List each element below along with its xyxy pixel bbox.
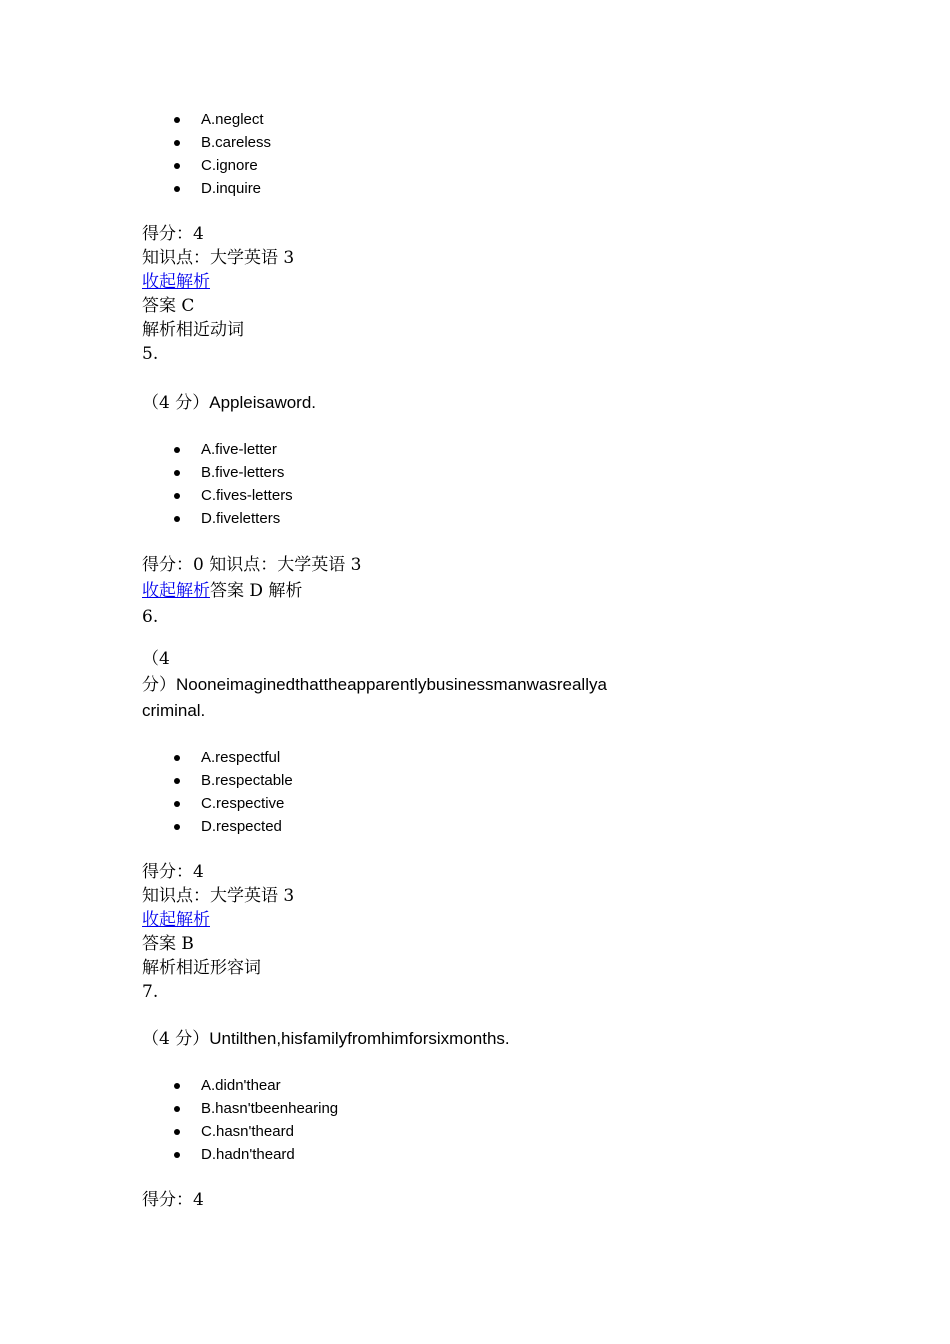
- answer-analysis: 答案 D 解析: [210, 581, 303, 601]
- collapse-analysis-link[interactable]: 收起解析: [142, 272, 210, 292]
- question-number: 7.: [142, 982, 159, 1002]
- option-c: C.hasn'theard: [142, 1120, 662, 1143]
- question-points: （4: [142, 649, 170, 669]
- question-text-continued: criminal.: [142, 701, 206, 720]
- question-points-unit: 分）: [142, 675, 176, 695]
- question-number: 5.: [142, 344, 159, 364]
- collapse-analysis-link[interactable]: 收起解析: [142, 581, 210, 601]
- bullet-icon: [174, 778, 180, 784]
- bullet-icon: [174, 755, 180, 761]
- question-number: 6.: [142, 607, 159, 627]
- bullet-icon: [174, 163, 180, 169]
- bullet-icon: [174, 1083, 180, 1089]
- option-c: C.ignore: [142, 154, 662, 177]
- bullet-icon: [174, 140, 180, 146]
- option-b: B.careless: [142, 131, 662, 154]
- question-7-options: [142, 1074, 662, 1166]
- bullet-icon: [174, 186, 180, 192]
- question-5: [142, 390, 662, 416]
- bullet-icon: [174, 1106, 180, 1112]
- option-a: A.respectful: [142, 746, 662, 769]
- question-6: [142, 646, 662, 724]
- option-a: A.neglect: [142, 108, 662, 131]
- bullet-icon: [174, 470, 180, 476]
- bullet-icon: [174, 801, 180, 807]
- knowledge-point: 知识点：大学英语 3: [142, 248, 295, 268]
- bullet-icon: [174, 1129, 180, 1135]
- question-points: （4 分）: [142, 393, 210, 413]
- answer: 答案 B: [142, 934, 194, 954]
- bullet-icon: [174, 447, 180, 453]
- collapse-analysis-link[interactable]: 收起解析: [142, 910, 210, 930]
- score: 得分：4: [142, 224, 204, 244]
- option-c: C.respective: [142, 792, 662, 815]
- option-b: B.hasn'tbeenhearing: [142, 1097, 662, 1120]
- question-6-options: [142, 746, 662, 838]
- option-a: A.didn'thear: [142, 1074, 662, 1097]
- question-text: Untilthen,hisfamilyfromhimforsixmonths.: [209, 1029, 510, 1048]
- option-d: D.inquire: [142, 177, 662, 200]
- option-d: D.respected: [142, 815, 662, 838]
- document-page: [142, 108, 662, 1212]
- bullet-icon: [174, 824, 180, 830]
- question-text: Appleisaword.: [209, 393, 317, 412]
- option-c: C.fives-letters: [142, 484, 662, 507]
- bullet-icon: [174, 1152, 180, 1158]
- option-a: A.five-letter: [142, 438, 662, 461]
- bullet-icon: [174, 516, 180, 522]
- option-b: B.five-letters: [142, 461, 662, 484]
- analysis: 解析相近动词: [142, 320, 244, 340]
- knowledge-point: 知识点：大学英语 3: [142, 886, 295, 906]
- bullet-icon: [174, 493, 180, 499]
- option-b: B.respectable: [142, 769, 662, 792]
- bullet-icon: [174, 117, 180, 123]
- score: 得分：4: [142, 862, 204, 882]
- question-text: Nooneimaginedthattheapparentlybusinessmanwasreallya: [176, 675, 607, 694]
- score: 得分：4: [142, 1190, 204, 1210]
- score-knowledge: 得分：0 知识点：大学英语 3: [142, 555, 362, 575]
- question-points: （4 分）: [142, 1029, 210, 1049]
- answer: 答案 C: [142, 296, 195, 316]
- analysis: 解析相近形容词: [142, 958, 261, 978]
- prev-question-options: [142, 108, 662, 200]
- option-d: D.fiveletters: [142, 507, 662, 530]
- question-7: [142, 1026, 662, 1052]
- question-5-options: [142, 438, 662, 530]
- option-d: D.hadn'theard: [142, 1143, 662, 1166]
